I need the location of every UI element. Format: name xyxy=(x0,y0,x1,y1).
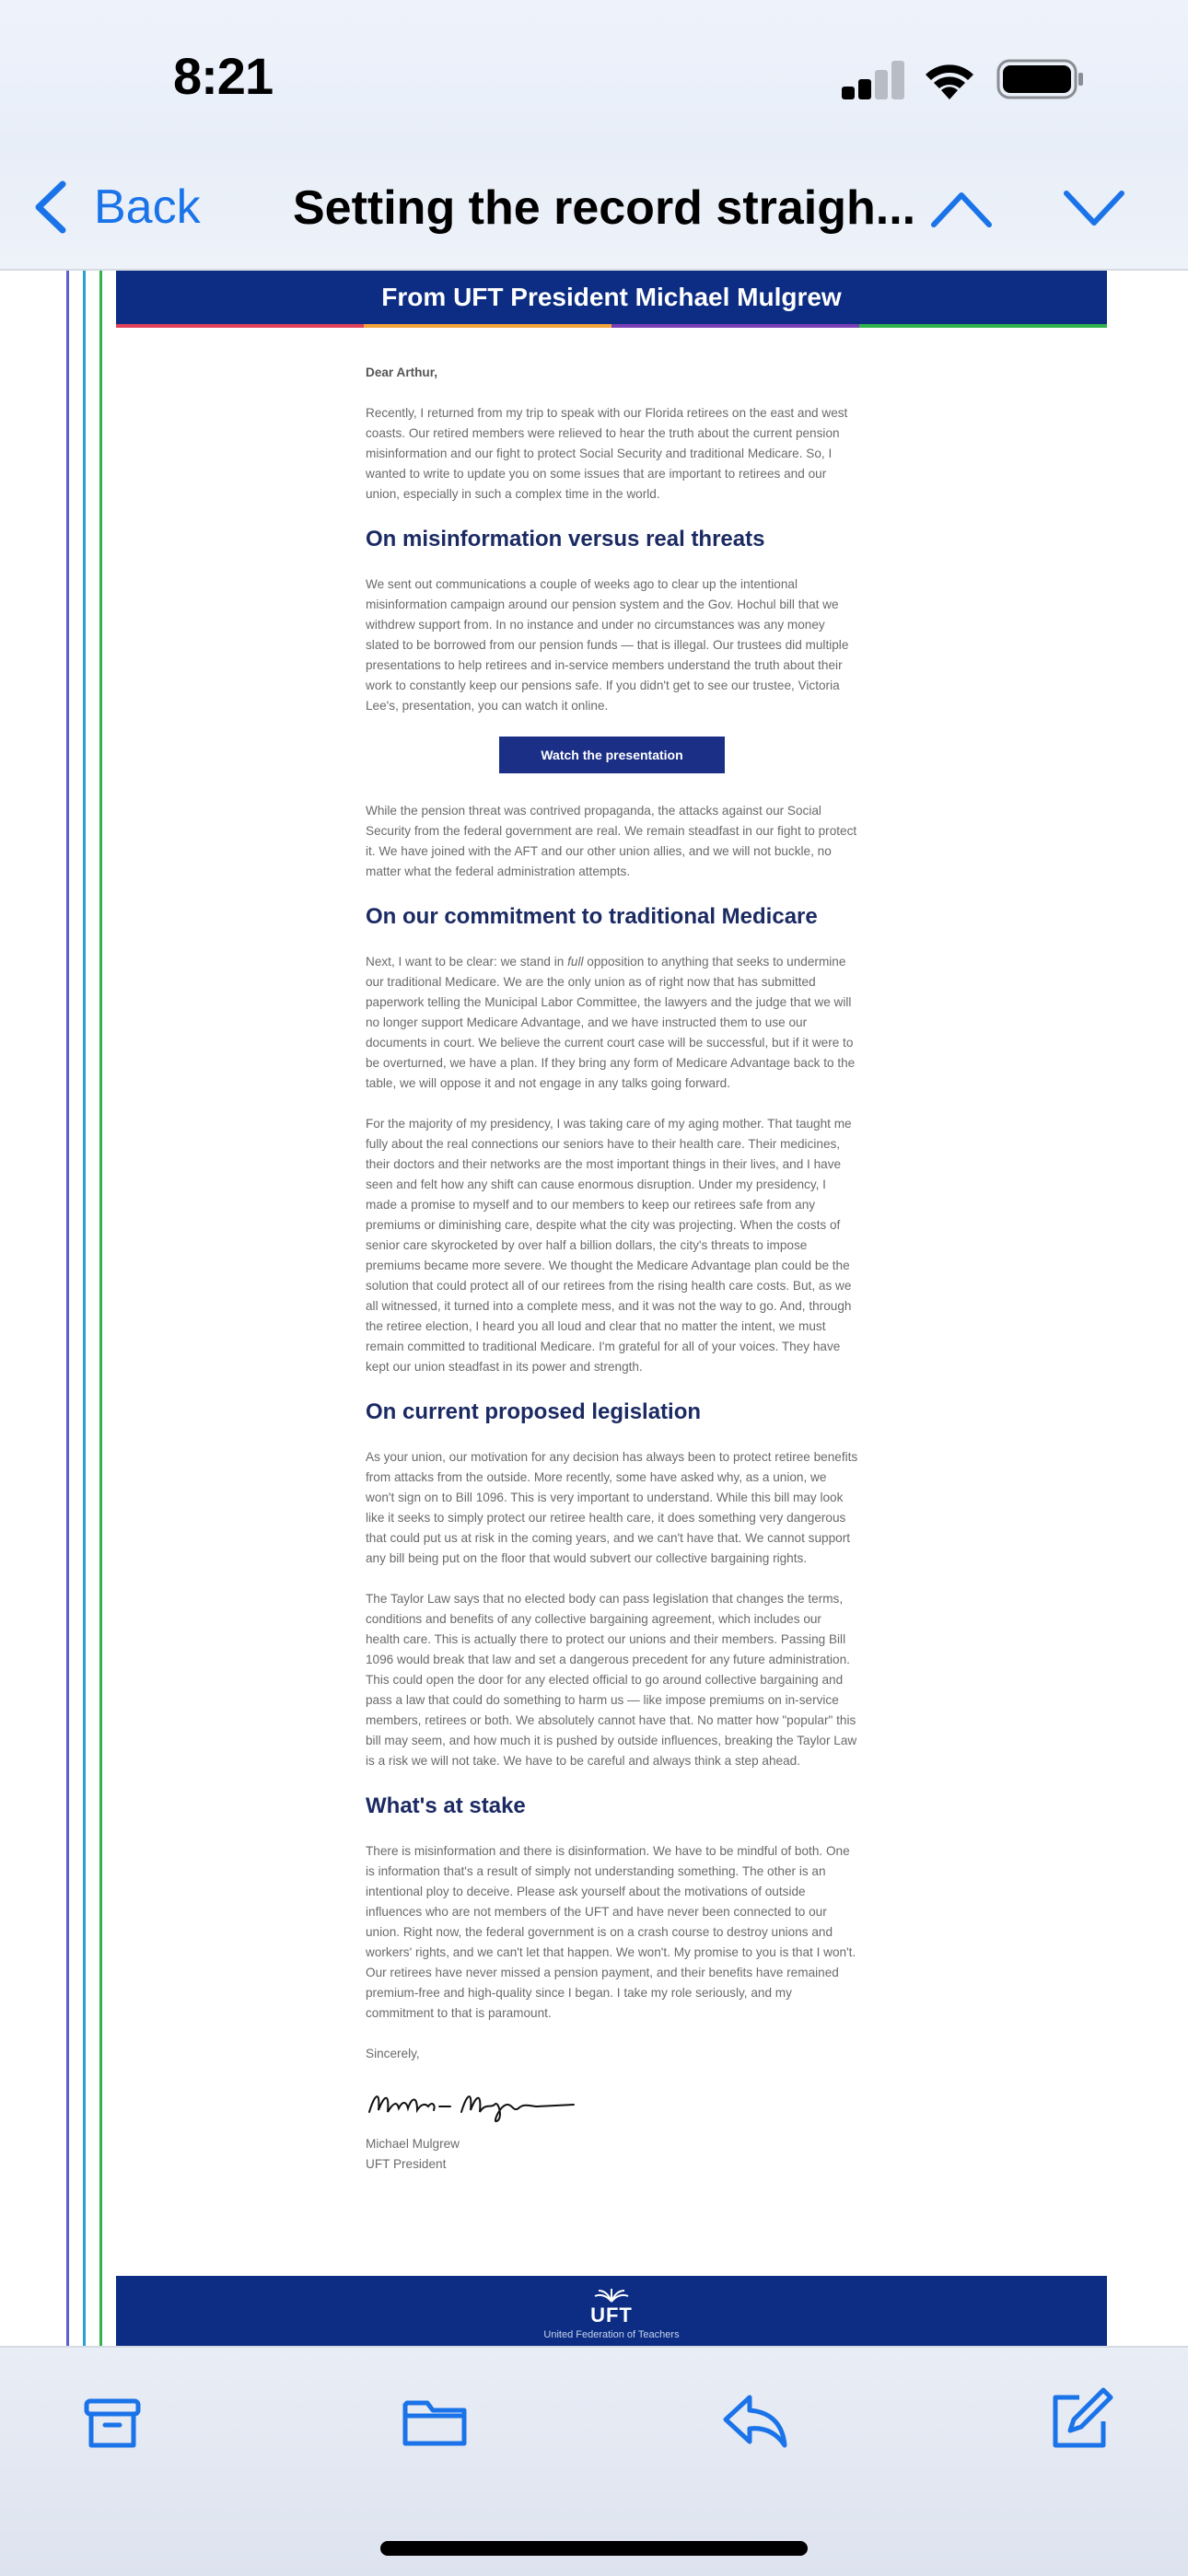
email-subject-title: Setting the record straigh... xyxy=(293,181,916,235)
signer-name: Michael Mulgrew xyxy=(366,2137,460,2151)
chevron-down-icon[interactable] xyxy=(1061,184,1127,232)
email-text-column xyxy=(366,363,858,2195)
email-footer xyxy=(116,2276,1107,2346)
back-label: Back xyxy=(94,180,201,234)
folder-icon[interactable] xyxy=(398,2385,472,2458)
status-time: 8:21 xyxy=(173,47,274,105)
section-heading: What's at stake xyxy=(366,1793,526,1818)
paragraph: While the pension threat was contrived propaganda, the attacks against our Social Security from the federal government are real. We remain steadfast in our fight to protect it. We have joined with the AFT and our other union allies, and we will not buckle, no matter what the federal administration attempts. xyxy=(366,804,857,878)
text-run: opposition to anything that seeks to undermine our traditional Medicare. We are the only union as of right now that has submitted paperwork telling the Municipal Labor Committee, the lawyers and the judge that we will no longer support Medicare Advantage, and we have instructed them to use our documents in court. We believe the current court case will be successful, but if it were to be overturned, we have a plan. If they bring any form of Medicare Advantage back to the table, we will oppose it and not engage in any talks going forward. xyxy=(366,955,856,1090)
battery-icon xyxy=(996,59,1085,99)
paragraph: For the majority of my presidency, I was taking care of my aging mother. That taught me fully about the real connections our seniors have to their health care. Their medicines, their doctors and their networks are the most important things in their lives, and I have seen and felt how any shift can cause enormous disruption. Under my presidency, I made a promise to myself and to our members to keep our retirees safe from any premiums or diminishing care, despite what the city was projecting. When the costs of senior care skyrocketed by over half a billion dollars, the city's threats to impose premiums became more severe. We thought the Medicare Advantage plan could be the solution that could protect all of our retirees from the rising health care costs. But, as we all witnessed, it turned into a complete mess, and it was not the way to go. And, through the retiree election, I heard you all loud and clear that no matter the intent, we must remain committed to traditional Medicare. I'm grateful for all of your voices. They have kept our union steadfast in its power and strength. xyxy=(366,1117,852,1374)
email-body[interactable] xyxy=(0,271,1188,2346)
watch-presentation-button[interactable]: Watch the presentation xyxy=(499,737,725,773)
thread-line xyxy=(83,271,86,2346)
paragraph: The Taylor Law says that no elected body can pass legislation that changes the terms, conditions and benefits of any collective bargaining agreement, which includes our health care. This is actually there to protect our unions and their members. Passing Bill 1096 would break that law and set a dangerous precedent for any future administration. This could open the door for any elected official to go around collective bargaining and pass a law that could do something to harm us — like impose premiums on in-service members, retirees or both. We absolutely cannot have that. No matter how "popular" this bill may seem, and how much it is pushed by outside influences, breaking the Taylor Law is a risk we will not take. We have to be careful and always think a step ahead. xyxy=(366,1592,857,1768)
signature-icon xyxy=(366,2084,577,2125)
compose-icon[interactable] xyxy=(1042,2385,1116,2458)
section-heading: On our commitment to traditional Medicare xyxy=(366,904,818,929)
text-run: Next, I want to be clear: we stand in xyxy=(366,955,568,969)
reply-icon[interactable] xyxy=(718,2385,792,2458)
closing: Sincerely, xyxy=(366,2047,420,2060)
emphasis-text: full xyxy=(567,955,584,969)
archive-icon[interactable] xyxy=(76,2385,149,2458)
paragraph: We sent out communications a couple of weeks ago to clear up the intentional misinformation campaign around our pension system and the Gov. Hochul bill that we withdrew support from. In no instance and under no circumstances was any money slated to be borrowed from our pension funds — that is illegal. Our trustees did multiple presentations to help retirees and in-service members understand the truth about their work to constantly keep our pensions safe. If you didn't get to see our trustee, Victoria Lee's, presentation, you can watch it online. xyxy=(366,577,849,713)
footer-logo: UFT xyxy=(590,2303,633,2327)
status-bar xyxy=(0,0,1188,147)
paragraph: There is misinformation and there is disinformation. We have to be mindful of both. One is information that's a result of simply not understanding something. The other is an intentional ploy to deceive. Please ask yourself about the motivations of outside influences who are not members of the UFT and have never been connected to our union. Right now, the federal government is on a crash course to destroy unions and workers' rights, and we can't let that happen. We won't. My promise to you is that I won't. Our retirees have never missed a pension payment, and their benefits have remained premium-free and high-quality since I began. I take my role seriously, and my commitment to that is paramount. xyxy=(366,1844,856,2020)
color-strip xyxy=(116,324,1107,328)
section-heading: On misinformation versus real threats xyxy=(366,527,765,551)
bottom-toolbar xyxy=(0,2346,1188,2576)
section-heading: On current proposed legislation xyxy=(366,1399,702,1424)
chevron-left-icon xyxy=(31,179,70,236)
paragraph: As your union, our motivation for any decision has always been to protect retiree benefits from attacks from the outside. More recently, some have asked why, as a union, we won't sign on to Bill 1096. This is very important to understand. While this bill may look like it seeks to simply protect our retiree health care, it does something very dangerous that could put us at risk in the coming years, and we can't have that. We cannot support any bill being put on the floor that would subvert our collective bargaining rights. xyxy=(366,1450,858,1565)
signature-block xyxy=(366,2134,858,2175)
greeting: Dear Arthur, xyxy=(366,366,438,379)
thread-line xyxy=(99,271,102,2346)
email-banner-header: From UFT President Michael Mulgrew xyxy=(116,271,1107,328)
thread-line xyxy=(66,271,69,2346)
back-button[interactable] xyxy=(31,175,201,239)
wifi-icon xyxy=(921,59,978,101)
signer-title: UFT President xyxy=(366,2157,447,2171)
book-logo-icon xyxy=(593,2287,630,2303)
cellular-signal-icon xyxy=(842,61,903,99)
navigation-bar xyxy=(0,147,1188,271)
footer-subtitle: United Federation of Teachers xyxy=(543,2329,680,2340)
home-indicator xyxy=(380,2541,808,2556)
cta-wrapper xyxy=(366,737,858,773)
chevron-up-icon[interactable] xyxy=(928,184,995,232)
paragraph xyxy=(366,952,858,1094)
intro-paragraph: Recently, I returned from my trip to speak with our Florida retirees on the east and west coasts. Our retired members were relieved to hear the truth about the current pension misinformation and our fight to protect Social Security and traditional Medicare. So, I wanted to write to update you on some issues that are important to retirees and our union, especially in such a complex time in the world. xyxy=(366,406,848,501)
